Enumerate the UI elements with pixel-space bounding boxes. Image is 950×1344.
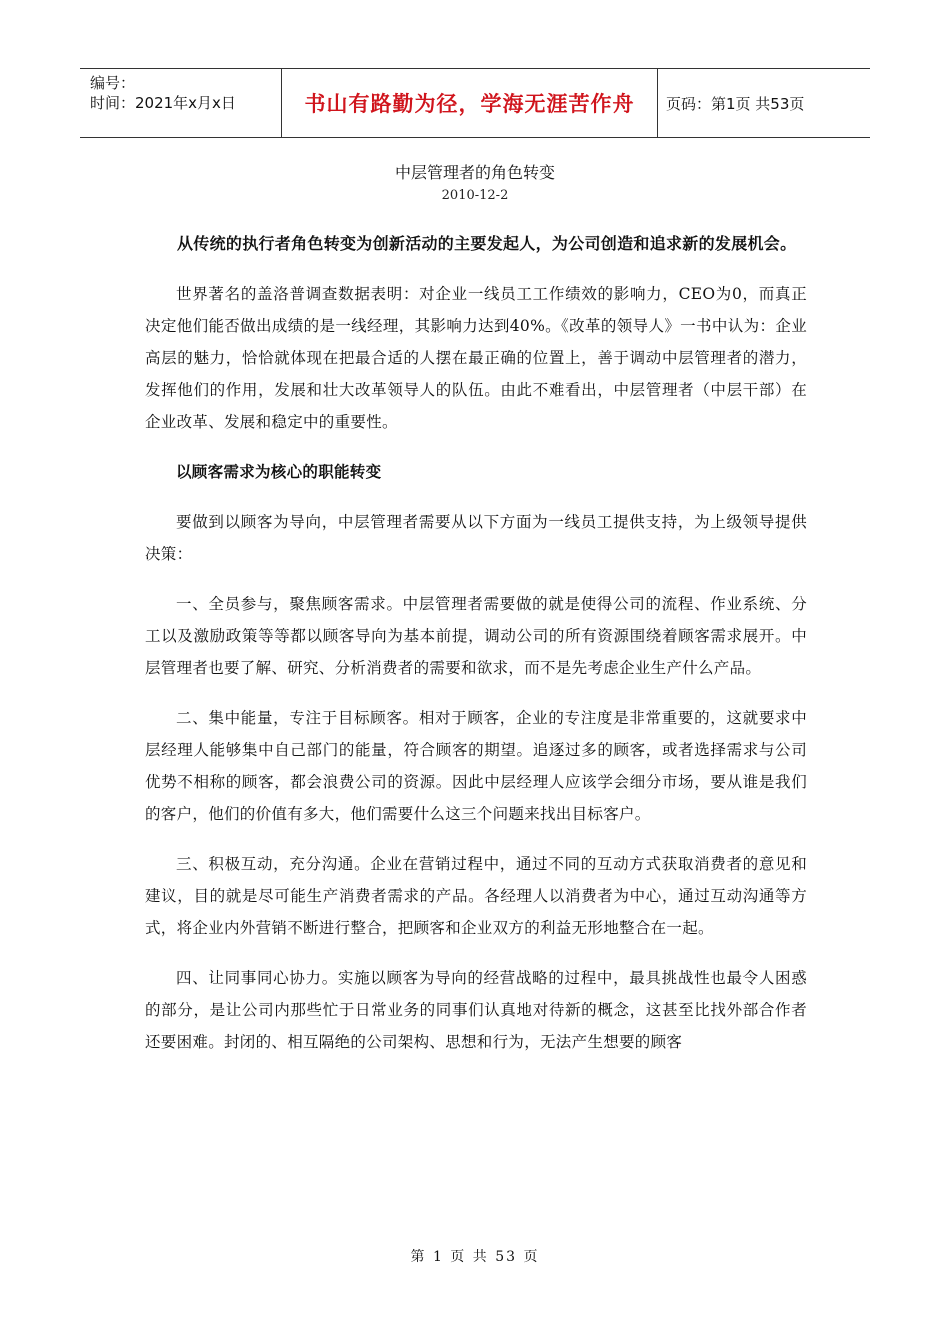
document-title: 中层管理者的角色转变 <box>394 163 555 182</box>
paragraph-point-2: 二、集中能量，专注于目标顾客。相对于顾客，企业的专注度是非常重要的，这就要求中层经理人能够集中自己部门的能量，符合顾客的期望。追逐过多的顾客，或者选择需求与公司优势不相称的顾客，都会浪费公司的资源。因此中层经理人应该学会细分市场，要从谁是我们的客户，他们的价值有多大，他们需要什么这三个问题来找出目标客户。 <box>145 709 807 823</box>
header-page-info: 页码：第1页 共53页 <box>666 94 805 113</box>
number-label: 编号： <box>90 74 136 92</box>
document-date: 2010-12-2 <box>441 188 509 203</box>
paragraph-point-1: 一、全员参与，聚焦顾客需求。中层管理者需要做的就是使得公司的流程、作业系统、分工以及激励政策等等都以顾客导向为基本前提，调动公司的所有资源围绕着顾客需求展开。中层管理者也要了解、研究、分析消费者的需要和欲求，而不是先考虑企业生产什么产品。 <box>145 595 807 677</box>
paragraph-point-3: 三、积极互动，充分沟通。企业在营销过程中，通过不同的互动方式获取消费者的意见和建议，目的就是尽可能生产消费者需求的产品。各经理人以消费者为中心，通过互动沟通等方式，将企业内外营销不断进行整合，把顾客和企业双方的利益无形地整合在一起。 <box>145 855 807 937</box>
page-footer: 第 1 页 共 53 页 <box>410 1249 540 1265</box>
paragraph-intro: 要做到以顾客为导向，中层管理者需要从以下方面为一线员工提供支持，为上级领导提供决策： <box>145 513 807 563</box>
lead-paragraph: 从传统的执行者角色转变为创新活动的主要发起人，为公司创造和追求新的发展机会。 <box>177 234 797 253</box>
time-label: 时间：2021年x月x日 <box>90 94 236 112</box>
paragraph-point-4: 四、让同事同心协力。实施以顾客为导向的经营战略的过程中，最具挑战性也最令人困惑的部分，是让公司内那些忙于日常业务的同事们认真地对待新的概念，这甚至比找外部合作者还要困难。封闭的、相互隔绝的公司架构、思想和行为，无法产生想要的顾客 <box>145 969 807 1051</box>
header-motto: 书山有路勤为径，学海无涯苦作舟 <box>282 69 658 137</box>
header-meta <box>80 69 282 137</box>
paragraph-gallup: 世界著名的盖洛普调查数据表明：对企业一线员工工作绩效的影响力，CEO为0，而真正决定他们能否做出成绩的是一线经理，其影响力达到40%。《改革的领导人》一书中认为：企业高层的魅力，恰恰就体现在把最合适的人摆在最正确的位置上，善于调动中层管理者的潜力，发挥他们的作用，发展和壮大改革领导人的队伍。由此不难看出，中层管理者（中层干部）在企业改革、发展和稳定中的重要性。 <box>145 285 807 431</box>
section-heading: 以顾客需求为核心的职能转变 <box>176 463 382 481</box>
document-body <box>145 228 807 1076</box>
document-header <box>80 68 870 138</box>
